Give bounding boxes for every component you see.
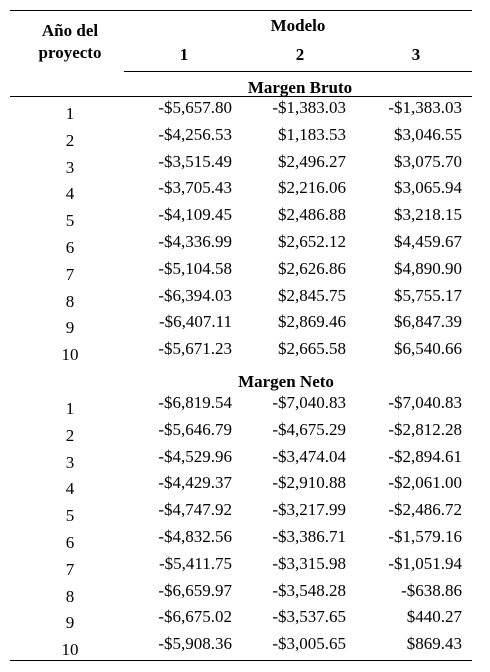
year-cell: 5 xyxy=(65,211,75,231)
year-cell: 8 xyxy=(65,586,75,606)
year-cell: 4 xyxy=(65,184,75,204)
model-2-cell: -$7,040.83 xyxy=(272,393,346,412)
year-cell: 5 xyxy=(65,506,75,526)
table-row xyxy=(0,232,490,258)
year-cell: 8 xyxy=(65,291,75,311)
model-3-cell: $3,046.55 xyxy=(394,124,462,144)
model-1-cell: -$4,747.92 xyxy=(158,500,232,520)
model-2-cell: $2,665.58 xyxy=(278,339,346,359)
model-2-cell: -$3,386.71 xyxy=(272,527,346,546)
model-1-cell: -$4,336.99 xyxy=(158,232,232,251)
table-row xyxy=(0,312,490,338)
model-2-cell: -$2,910.88 xyxy=(272,473,346,493)
table-row xyxy=(0,500,490,526)
table-row xyxy=(0,473,490,499)
model-2-cell: -$3,217.99 xyxy=(272,500,346,520)
model-1-cell: -$4,529.96 xyxy=(158,446,232,466)
model-1-cell: -$6,394.03 xyxy=(158,285,232,305)
model-header-rule xyxy=(124,71,472,72)
model-2-cell: $2,216.06 xyxy=(278,178,346,198)
year-column-header xyxy=(20,20,120,64)
model-3-cell: -$2,061.00 xyxy=(388,473,462,493)
table-row xyxy=(0,527,490,553)
table-row xyxy=(0,420,490,446)
model-2-cell: -$4,675.29 xyxy=(272,419,346,439)
table-row xyxy=(0,98,490,124)
year-cell: 4 xyxy=(65,479,75,499)
model-3-cell: $440.27 xyxy=(406,607,462,627)
model-1-cell: -$5,657.80 xyxy=(158,98,232,117)
year-cell: 10 xyxy=(61,345,79,365)
model-1-cell: -$6,675.02 xyxy=(158,607,232,627)
table-row xyxy=(0,554,490,580)
model-2-cell: $2,486.88 xyxy=(278,205,346,225)
model-group-header: Modelo xyxy=(270,16,326,35)
model-2-cell: -$3,548.28 xyxy=(272,580,346,600)
year-cell: 7 xyxy=(65,264,75,284)
model-2-cell: -$3,474.04 xyxy=(272,446,346,466)
table-row xyxy=(0,447,490,473)
table-row xyxy=(0,286,490,312)
model-1-cell: -$6,819.54 xyxy=(158,393,232,412)
table-row xyxy=(0,339,490,365)
model-3-cell: -$1,579.16 xyxy=(388,527,462,546)
model-1-cell: -$5,671.23 xyxy=(158,339,232,359)
year-cell: 1 xyxy=(65,104,75,123)
model-3-cell: $6,847.39 xyxy=(394,312,462,332)
year-cell: 10 xyxy=(61,640,79,660)
year-cell: 7 xyxy=(65,559,75,579)
year-header-line1: Año del xyxy=(41,21,99,40)
model-3-cell: $3,075.70 xyxy=(394,151,462,171)
model-1-cell: -$4,256.53 xyxy=(158,124,232,144)
table-row xyxy=(0,393,490,419)
model-3-cell: -$1,383.03 xyxy=(388,98,462,117)
model-2-cell: $2,869.46 xyxy=(278,312,346,332)
model-2-cell: $2,496.27 xyxy=(278,151,346,171)
year-header-line2: proyecto xyxy=(38,43,102,62)
model-1-cell: -$4,109.45 xyxy=(158,205,232,225)
model-1-cell: -$3,705.43 xyxy=(158,178,232,198)
section-title-gross: Margen Bruto xyxy=(247,78,353,97)
model-2-cell: $2,626.86 xyxy=(278,258,346,278)
year-cell: 3 xyxy=(65,452,75,472)
year-cell: 2 xyxy=(65,130,75,150)
model-3-cell: $4,890.90 xyxy=(394,258,462,278)
model-2-cell: -$3,537.65 xyxy=(272,607,346,627)
year-cell: 2 xyxy=(65,425,75,445)
table-row xyxy=(0,581,490,607)
model-1-cell: -$6,659.97 xyxy=(158,580,232,600)
section-title-net: Margen Neto xyxy=(238,372,334,391)
model-3-cell: -$638.86 xyxy=(401,580,462,600)
model-3-cell: $6,540.66 xyxy=(394,339,462,359)
model-1-cell: -$3,515.49 xyxy=(158,151,232,171)
model-3-cell: $3,065.94 xyxy=(394,178,462,198)
table-row xyxy=(0,607,490,633)
model-col-1-header: 1 xyxy=(179,45,189,64)
table-row xyxy=(0,152,490,178)
model-col-3-header: 3 xyxy=(411,45,421,64)
model-1-cell: -$5,411.75 xyxy=(158,553,232,573)
table-row xyxy=(0,259,490,285)
year-cell: 6 xyxy=(65,533,75,552)
model-3-cell: -$2,486.72 xyxy=(388,500,462,520)
model-3-cell: -$7,040.83 xyxy=(388,393,462,412)
model-3-cell: $869.43 xyxy=(406,634,462,654)
model-3-cell: $3,218.15 xyxy=(394,205,462,225)
year-cell: 9 xyxy=(65,613,75,633)
year-cell: 1 xyxy=(65,399,75,418)
model-3-cell: $5,755.17 xyxy=(394,285,462,305)
table-row xyxy=(0,178,490,204)
top-rule xyxy=(10,10,472,11)
model-3-cell: -$1,051.94 xyxy=(388,553,462,573)
model-3-cell: -$2,894.61 xyxy=(388,446,462,466)
model-1-cell: -$4,832.56 xyxy=(158,527,232,546)
model-1-cell: -$6,407.11 xyxy=(158,312,232,332)
year-cell: 3 xyxy=(65,157,75,177)
model-col-2-header: 2 xyxy=(295,45,305,64)
year-cell: 9 xyxy=(65,318,75,338)
model-1-cell: -$4,429.37 xyxy=(158,473,232,493)
model-2-cell: -$3,005.65 xyxy=(272,634,346,654)
model-2-cell: -$3,315.98 xyxy=(272,553,346,573)
model-2-cell: $1,183.53 xyxy=(278,124,346,144)
model-3-cell: $4,459.67 xyxy=(394,232,462,251)
model-1-cell: -$5,104.58 xyxy=(158,258,232,278)
model-1-cell: -$5,646.79 xyxy=(158,419,232,439)
model-1-cell: -$5,908.36 xyxy=(158,634,232,654)
model-2-cell: $2,845.75 xyxy=(278,285,346,305)
table-row xyxy=(0,125,490,151)
model-2-cell: $2,652.12 xyxy=(278,232,346,251)
table-row xyxy=(0,205,490,231)
year-cell: 6 xyxy=(65,238,75,257)
model-3-cell: -$2,812.28 xyxy=(388,419,462,439)
model-2-cell: -$1,383.03 xyxy=(272,98,346,117)
table-row xyxy=(0,634,490,660)
